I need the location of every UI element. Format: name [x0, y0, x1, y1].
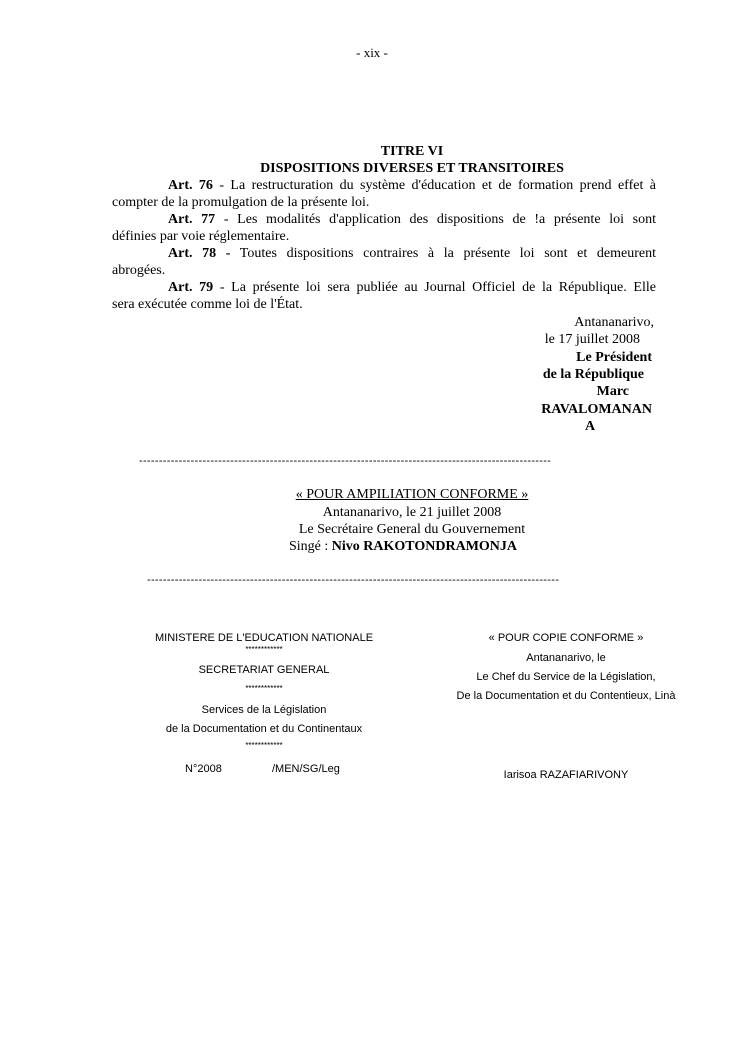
article-76-label: Art. 76: [168, 178, 213, 193]
page-number: - xix -: [356, 45, 388, 60]
article-79-label: Art. 79: [168, 280, 214, 295]
title-number: TITRE VI: [380, 144, 444, 159]
signature-role-line2: de la République: [542, 367, 644, 382]
signature-date: le 17 juillet 2008: [544, 332, 640, 347]
article-76-text: - La restructuration du système d'éducation et de formation prend effet à: [212, 178, 656, 193]
article-77-text: - Les modalités d'application des dispositions de !a présente loi sont: [215, 212, 656, 227]
ministry-name: MINISTERE DE L'EDUCATION NATIONALE: [154, 632, 374, 644]
copy-chief: Le Chef du Service de la Législation,: [476, 671, 656, 683]
signature-name-line3: A: [585, 419, 596, 434]
document-reference: /MEN/SG/Leg: [272, 763, 340, 775]
article-77-line1: [112, 211, 656, 228]
article-79-line1: [112, 279, 656, 296]
article-79-line2: sera exécutée comme loi de l'État.: [112, 297, 303, 312]
signature-name-line1: Marc: [596, 384, 629, 399]
ampliation-place-date: Antananarivo, le 21 juillet 2008: [322, 505, 502, 520]
article-77-line2: définies par voie réglementaire.: [112, 229, 290, 244]
article-78-line1: [112, 245, 656, 262]
services-name: Services de la Législation: [201, 704, 327, 716]
copy-department: De la Documentation et du Contentieux, Linà: [456, 690, 676, 702]
document-number: N°2008: [185, 763, 222, 775]
signature-name-line2: RAVALOMANAN: [541, 402, 652, 417]
article-76-line2: compter de la promulgation de la présente loi.: [112, 195, 370, 210]
article-78-text: Toutes dispositions contraires à la présente loi sont et demeurent: [230, 246, 656, 261]
article-78-line2: abrogées.: [112, 263, 166, 278]
ampliation-signed-prefix: Singé :: [289, 539, 332, 554]
article-76-line1: [112, 177, 656, 194]
ampliation-signed: [289, 538, 517, 555]
ampliation-signed-name: Nivo RAKOTONDRAMONJA: [331, 539, 518, 554]
article-79-text: - La présente loi sera publiée au Journal Officiel de la République. Elle: [213, 280, 656, 295]
ampliation-official: Le Secrétaire General du Gouvernement: [298, 522, 526, 537]
stars-divider: ************: [245, 684, 283, 693]
title-heading: DISPOSITIONS DIVERSES ET TRANSITOIRES: [260, 161, 564, 176]
article-78-label: Art. 78 -: [168, 246, 231, 261]
copy-place: Antananarivo, le: [526, 652, 606, 664]
ampliation-heading: [260, 486, 564, 503]
stars-divider: ************: [245, 645, 283, 654]
separator-line: --------------------------------------------------------------------------------------------------------: [139, 455, 552, 467]
ampliation-heading-text: « POUR AMPILIATION CONFORME »: [295, 487, 529, 502]
signature-role-line1: Le Président: [576, 350, 652, 365]
signature-place: Antananarivo,: [574, 315, 654, 330]
copy-signatory-name: Iarisoa RAZAFIARIVONY: [503, 769, 629, 781]
secretariat-name: SECRETARIAT GENERAL: [198, 664, 330, 676]
separator-line-2: --------------------------------------------------------------------------------------------------------: [147, 574, 560, 586]
documentation-name: de la Documentation et du Continentaux: [165, 723, 363, 735]
article-77-label: Art. 77: [168, 212, 216, 227]
copy-heading: « POUR COPIE CONFORME »: [488, 632, 644, 644]
stars-divider: ************: [245, 741, 283, 750]
